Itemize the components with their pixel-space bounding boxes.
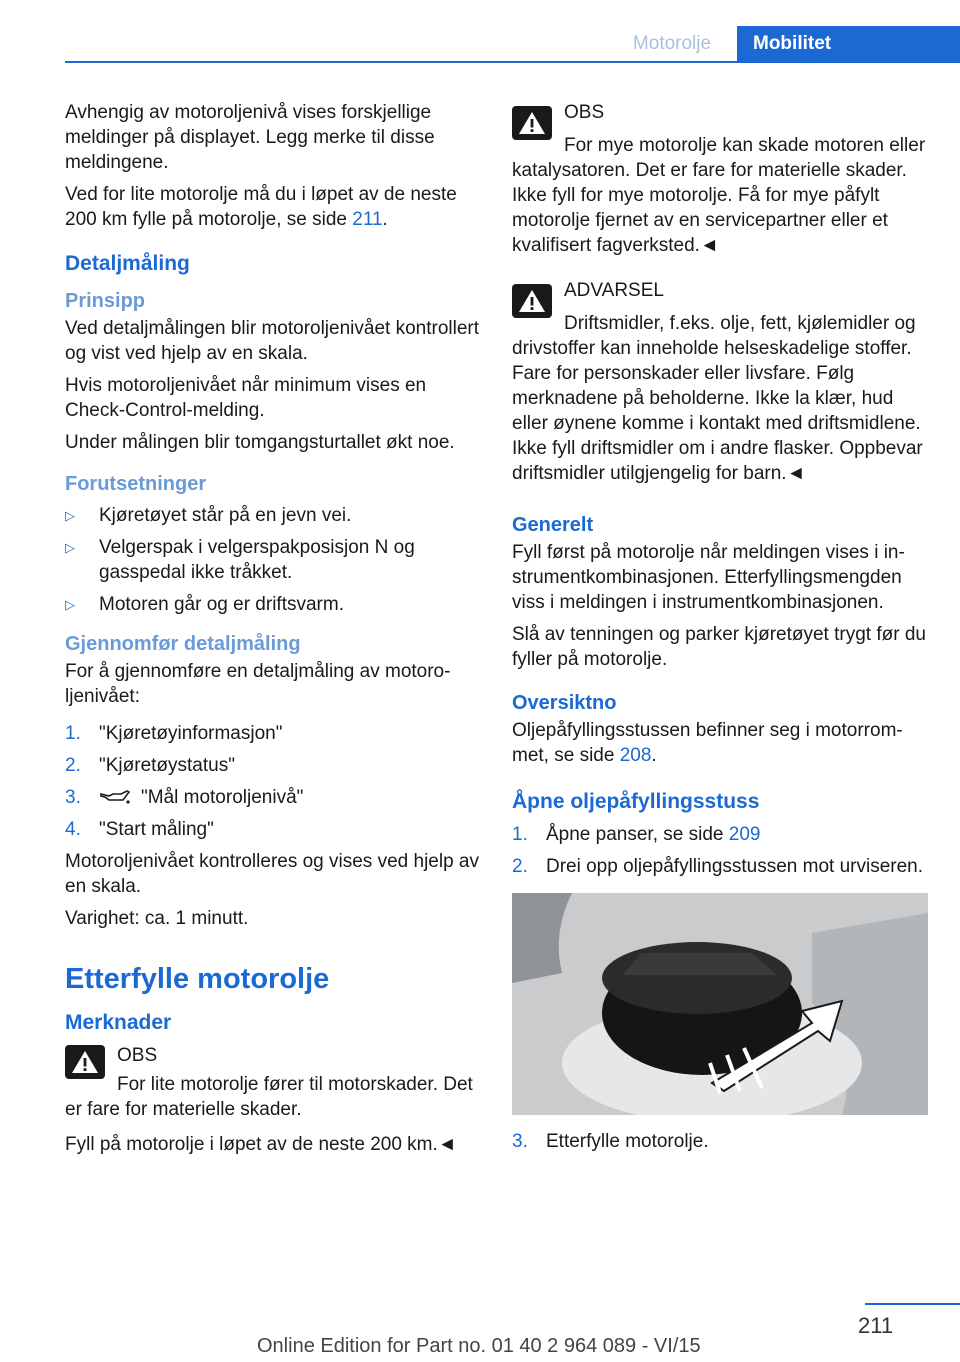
principle-paragraph: Ved detaljmålingen blir motoroljenivået kontrollert og vist ved hjelp av en skala. — [65, 318, 480, 364]
open-steps — [512, 822, 926, 879]
right-column — [512, 100, 926, 1161]
oil-can-icon — [99, 788, 131, 806]
duration-paragraph: Varighet: ca. 1 minutt. — [65, 908, 249, 929]
warning-box — [65, 1043, 479, 1122]
list-item: 3. "Mål motoroljenivå" — [65, 787, 304, 808]
general-paragraph: Fyll først på motorolje når meldingen vises i instrumentkombinasjonen. Etterfyllingsmengden viss i meldingen i instrumentkombinasjonen. — [512, 542, 905, 613]
heading-detaljmaling: Detaljmåling — [65, 252, 190, 275]
left-column — [65, 100, 479, 1164]
warning-text: For lite motorolje fører til motorskader. Det er fare for materielle skader. — [65, 1074, 473, 1120]
list-item: 1. Åpne panser, se side 209 — [512, 824, 761, 845]
heading-forutsetninger: Forutsetninger — [65, 473, 207, 495]
intro-paragraph: Avhengig av motoroljenivå vises forskjellige meldinger på displayet. Legg merke til disse meldingene. — [65, 102, 435, 173]
warning-title: OBS — [564, 102, 605, 123]
list-item: 3. Etterfylle motorolje. — [512, 1131, 709, 1152]
prerequisite-list — [65, 503, 479, 617]
page-link-211[interactable]: 211 — [352, 209, 383, 230]
warning-triangle-icon — [512, 106, 552, 140]
tab-mobilitet[interactable]: Mobilitet — [737, 26, 960, 61]
triangle-bullet-icon: ▷ — [65, 508, 75, 523]
footer-rule — [865, 1303, 960, 1305]
page-link-209[interactable]: 209 — [728, 824, 761, 845]
warning-box — [512, 100, 926, 258]
list-item: 1. "Kjøretøyinformasjon" — [65, 723, 283, 744]
idle-paragraph: Under målingen blir tomgangsturtallet økt noe. — [65, 432, 455, 453]
heading-apne: Åpne oljepåfyllingsstuss — [512, 790, 760, 813]
danger-box — [512, 278, 926, 486]
low-oil-paragraph: Ved for lite motorolje må du i løpet av de neste 200 km fylle på motorolje, se side 211. — [65, 184, 457, 230]
header-rule — [65, 61, 960, 63]
refill-steps — [512, 1129, 926, 1154]
location-paragraph: Oljepåfyllingsstussen befinner seg i motorrommet, se side 208. — [512, 720, 903, 766]
danger-title: ADVARSEL — [564, 280, 664, 301]
warning-text: For mye motorolje kan skade motoren eller katalysatoren. Det er fare for materielle skader. Ikke fyll for mye motorolje. Få for mye påfylt motorolje fjernet av en servicepartner eller et kvalifisert fagverksted.◄ — [512, 135, 926, 256]
danger-text: Driftsmidler, f.eks. olje, fett, kjølemidler og drivstoffer kan inneholde helseskadelige stoffer. Fare for personskader eller livsfare. Følg merknadene på beholderne. Ikke la klær, hud eller øynene komme i kontakt med driftsmidlene. Ikke fyll driftsmidler om i andre flasker. Oppbevar driftsmidler utilgjengelig for barn.◄ — [512, 313, 923, 484]
heading-merknader: Merknader — [65, 1011, 172, 1034]
heading-etterfylle: Etterfylle motorolje — [65, 963, 330, 995]
page-number: 211 — [858, 1313, 894, 1338]
ignition-paragraph: Slå av tenningen og parker kjøretøyet trygt før du fyller på motorolje. — [512, 624, 926, 670]
minimum-paragraph: Hvis motoroljenivået når minimum vises en Check-Control-melding. — [65, 375, 427, 421]
heading-prinsipp: Prinsipp — [65, 290, 146, 312]
refill-paragraph: Fyll på motorolje i løpet av de neste 200 km.◄ — [65, 1134, 457, 1155]
oil-filler-cap-photo — [512, 893, 928, 1115]
heading-oversikt: Oversiktno — [512, 692, 617, 714]
list-item: ▷ Velgerspak i velgerspakposisjon N og gasspedal ikke tråkket. — [65, 537, 415, 583]
list-item: 4. "Start måling" — [65, 819, 214, 840]
list-item: ▷ Motoren går og er driftsvarm. — [65, 594, 344, 615]
triangle-bullet-icon: ▷ — [65, 597, 75, 612]
edition-footer: Online Edition for Part no. 01 40 2 964 089 - VI/15 — [257, 1335, 701, 1357]
list-item: 2. "Kjøretøystatus" — [65, 755, 235, 776]
warning-title: OBS — [117, 1045, 158, 1066]
tab-motorolje[interactable]: Motorolje — [632, 33, 712, 54]
scale-paragraph: Motoroljenivået kontrolleres og vises ved hjelp av en skala. — [65, 851, 479, 897]
procedure-steps — [65, 721, 479, 842]
procedure-paragraph: For å gjennomføre en detaljmåling av motoroljenivået: — [65, 661, 451, 707]
list-item: 2. Drei opp oljepåfyllingsstussen mot urviseren. — [512, 856, 924, 877]
heading-generelt: Generelt — [512, 514, 594, 536]
warning-triangle-icon — [65, 1045, 105, 1079]
triangle-bullet-icon: ▷ — [65, 540, 75, 555]
heading-gjennomfor: Gjennomfør detaljmåling — [65, 633, 301, 655]
warning-triangle-icon — [512, 284, 552, 318]
page-link-208[interactable]: 208 — [619, 745, 652, 766]
list-item: ▷ Kjøretøyet står på en jevn vei. — [65, 505, 352, 526]
